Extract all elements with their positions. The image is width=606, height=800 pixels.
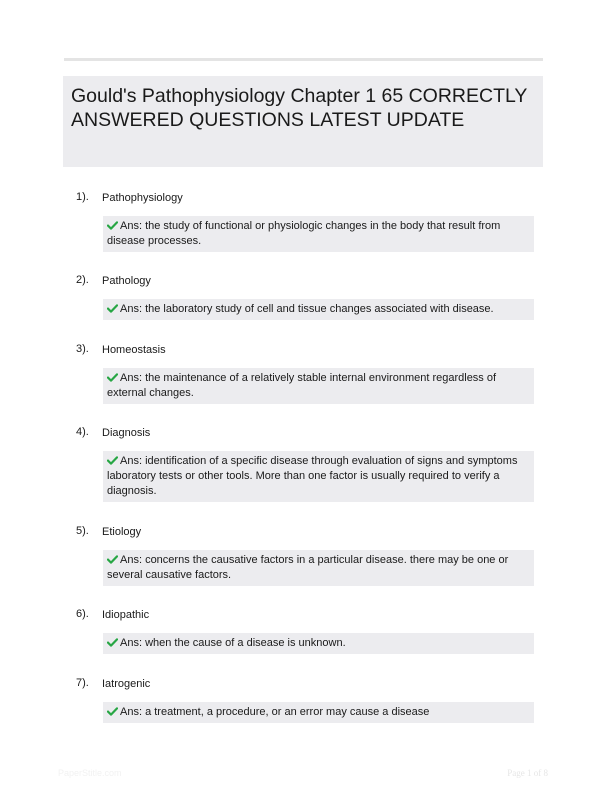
answer-text: Ans: the maintenance of a relatively stable internal environment regardless of external changes. xyxy=(107,372,497,399)
question-term: Pathology xyxy=(102,275,151,287)
answer-text: Ans: concerns the causative factors in a particular disease. there may be one or several causative factors. xyxy=(107,554,509,581)
question-term: Etiology xyxy=(102,526,142,538)
document-title: Gould's Pathophysiology Chapter 1 65 CORRECTLY ANSWERED QUESTIONS LATEST UPDATE xyxy=(71,85,528,131)
answer-box xyxy=(103,451,534,502)
question-number: 3). xyxy=(76,343,89,355)
check-icon xyxy=(107,456,118,465)
question-number: 1). xyxy=(76,191,89,203)
answer-text: Ans: identification of a specific disease through evaluation of signs and symptoms laboratory tests or other tools. More than one factor is usually required to verify a diagnosis. xyxy=(107,455,518,497)
answer-box xyxy=(103,702,534,723)
check-icon xyxy=(107,707,118,716)
answer-text: Ans: when the cause of a disease is unknown. xyxy=(120,637,346,649)
check-icon xyxy=(107,555,118,564)
check-icon xyxy=(107,304,118,313)
answer-text: Ans: a treatment, a procedure, or an error may cause a disease xyxy=(120,706,430,718)
check-icon xyxy=(107,373,118,382)
check-icon xyxy=(107,221,118,230)
question-number: 2). xyxy=(76,274,89,286)
answer-box xyxy=(103,216,534,252)
footer-page-number: Page 1 of 8 xyxy=(507,768,548,778)
question-term: Idiopathic xyxy=(102,609,150,621)
question-number: 4). xyxy=(76,426,89,438)
answer-box xyxy=(103,299,534,320)
title-banner xyxy=(63,76,543,167)
question-term: Iatrogenic xyxy=(102,678,151,690)
answer-box xyxy=(103,633,534,654)
check-icon xyxy=(107,638,118,647)
answer-box xyxy=(103,550,534,586)
question-term: Homeostasis xyxy=(102,344,166,356)
question-number: 5). xyxy=(76,525,89,537)
question-term: Pathophysiology xyxy=(102,192,183,204)
question-term: Diagnosis xyxy=(102,427,151,439)
question-number: 7). xyxy=(76,677,89,689)
answer-box xyxy=(103,368,534,404)
footer-site-watermark: PaperStitle.com xyxy=(58,768,122,778)
answer-text: Ans: the laboratory study of cell and tissue changes associated with disease. xyxy=(120,303,494,315)
top-divider xyxy=(64,58,543,61)
answer-text: Ans: the study of functional or physiologic changes in the body that result from disease processes. xyxy=(107,220,501,247)
question-number: 6). xyxy=(76,608,89,620)
